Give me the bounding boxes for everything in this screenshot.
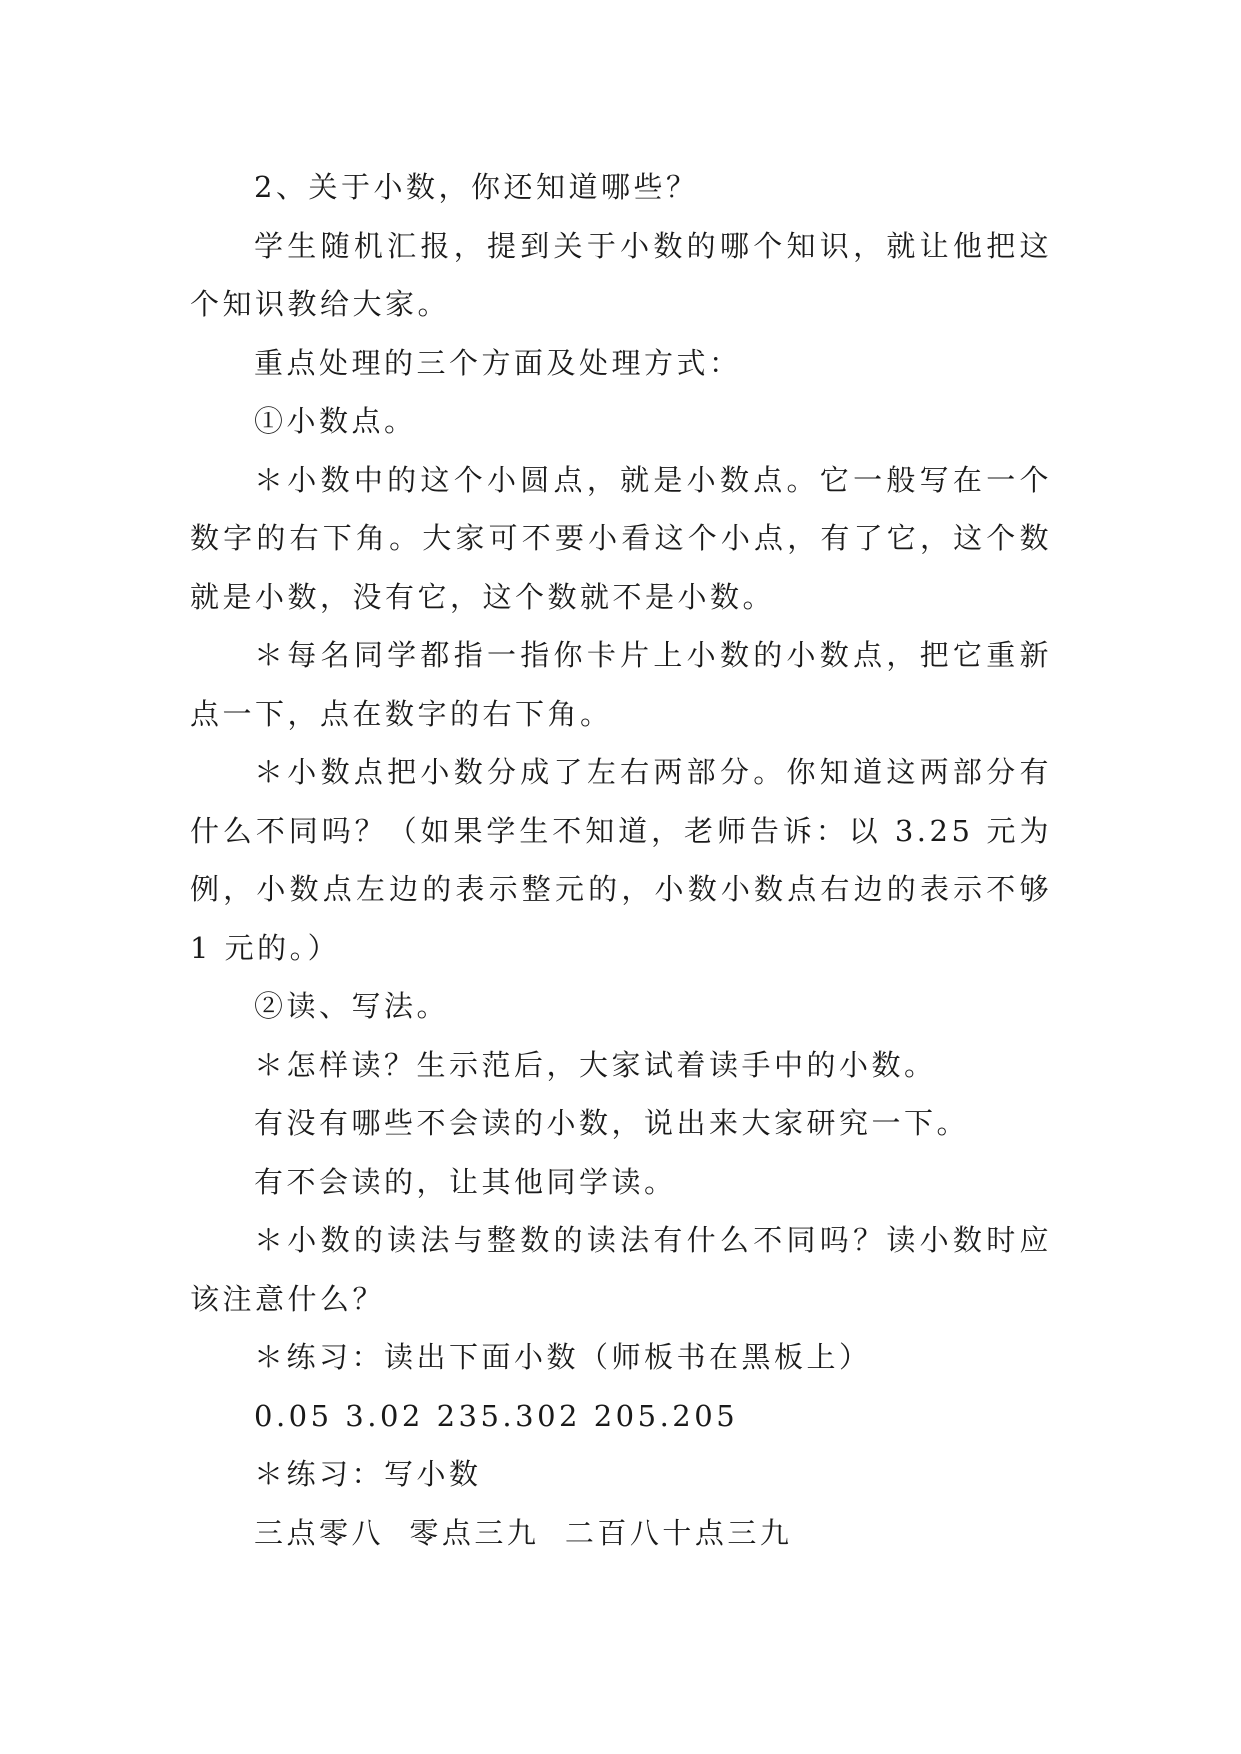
paragraph-others-read: 有不会读的，让其他同学读。 xyxy=(254,1164,677,1199)
document-body xyxy=(190,158,1065,1562)
paragraph-point-activity: ＊每名同学都指一指你卡片上小数的小数点，把它重新点一下，点在数字的右下角。 xyxy=(190,638,1052,731)
paragraph-reading-difference: ＊小数的读法与整数的读法有什么不同吗？读小数时应该注意什么？ xyxy=(190,1223,1052,1316)
paragraph-decimal-point-explanation: ＊小数中的这个小圆点，就是小数点。它一般写在一个数字的右下角。大家可不要小看这个小点，有了它，这个数就是小数，没有它，这个数就不是小数。 xyxy=(190,462,1052,614)
paragraph-unknown-decimals: 有没有哪些不会读的小数，说出来大家研究一下。 xyxy=(254,1106,970,1140)
paragraph-decimal-point-heading: ①小数点。 xyxy=(254,404,417,438)
paragraph-student-report: 学生随机汇报，提到关于小数的哪个知识，就让他把这个知识教给大家。 xyxy=(190,228,1052,321)
paragraph-read-write-heading: ②读、写法。 xyxy=(254,989,450,1023)
paragraph-key-points: 重点处理的三个方面及处理方式： xyxy=(254,345,742,380)
paragraph-exercise-words: 三点零八 零点三九 二百八十点三九 xyxy=(254,1515,793,1550)
paragraph-exercise-write: ＊练习：写小数 xyxy=(254,1457,482,1491)
paragraph-how-to-read: ＊怎样读？生示范后，大家试着读手中的小数。 xyxy=(254,1047,937,1082)
paragraph-two-parts: ＊小数点把小数分成了左右两部分。你知道这两部分有什么不同吗？（如果学生不知道，老师告诉：以 3.25 元为例，小数点左边的表示整元的，小数小数点右边的表示不够 1 元的。） xyxy=(190,755,1065,965)
paragraph-exercise-read: ＊练习：读出下面小数（师板书在黑板上） xyxy=(254,1340,872,1374)
paragraph-question-heading: 2、关于小数，你还知道哪些？ xyxy=(254,170,699,204)
paragraph-exercise-numbers: 0.05 3.02 235.302 205.205 xyxy=(254,1398,739,1433)
